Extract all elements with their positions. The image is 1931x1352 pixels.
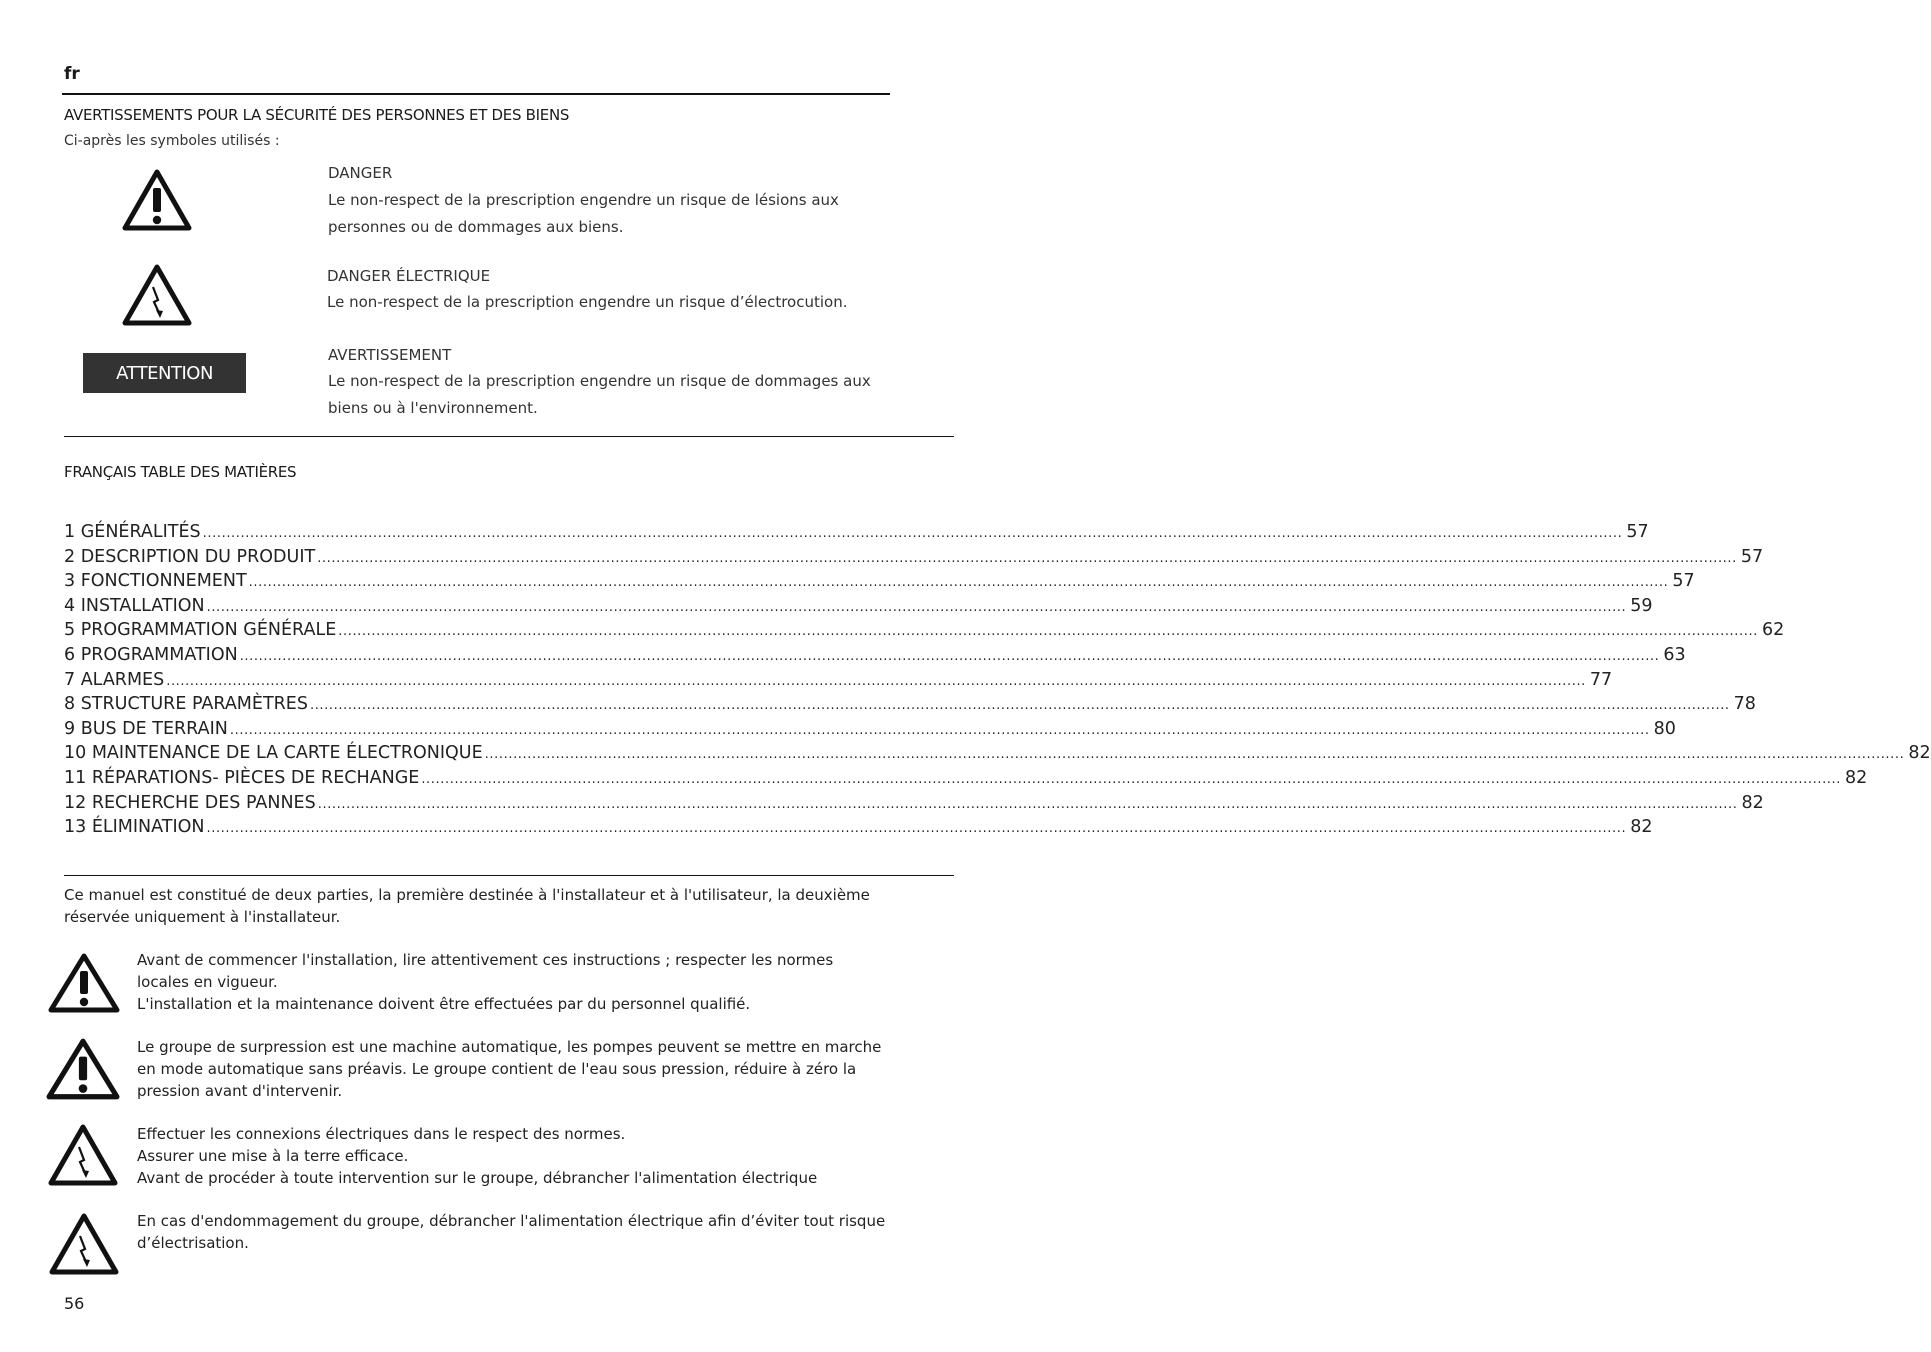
symbol-title-danger: DANGER [328,164,393,182]
toc-title: FRANÇAIS TABLE DES MATIÈRES [64,463,297,481]
toc-entry-label: 8 STRUCTURE PARAMÈTRES [64,694,308,715]
toc-dot-leader: ............................................................................................................................................................................................................................................................................................................ [421,771,1842,787]
toc-entry-page: 62 [1761,620,1785,641]
toc-entry [64,669,1613,695]
toc-dot-leader: ............................................................................................................................................................................................................................................................................................................ [338,624,1758,640]
note-automatic-machine [137,1036,887,1102]
toc-entry [64,546,1764,572]
toc-entry-page: 77 [1589,669,1613,690]
toc-dot-leader: ............................................................................................................................................................................................................................................................................................................ [317,550,1737,566]
symbol-text-electric: Le non-respect de la prescription engendre un risque d’électrocution. [327,293,848,311]
safety-subtitle: Ci-après les symboles utilisés : [64,133,280,149]
toc-entry-label: 3 FONCTIONNEMENT [64,571,247,592]
toc-dot-leader: ............................................................................................................................................................................................................................................................................................................ [484,747,1905,763]
table-of-contents [64,522,1931,842]
toc-entry [64,718,1676,744]
toc-entry [64,522,1649,547]
note-line: En cas d'endommagement du groupe, débrancher l'alimentation électrique afin d’éviter tout risque d’électrisation. [137,1212,886,1252]
toc-entry-page: 80 [1653,718,1676,739]
note-electrical-connections [137,1123,887,1189]
toc-entry-page: 78 [1733,694,1756,715]
page-number: 56 [64,1294,85,1313]
toc-entry-label: 10 MAINTENANCE DE LA CARTE ÉLECTRONIQUE [64,743,483,764]
toc-entry [64,792,1764,818]
toc-entry-label: 11 RÉPARATIONS- PIÈCES DE RECHANGE [64,767,420,788]
section-divider [64,436,954,437]
toc-dot-leader: ............................................................................................................................................................................................................................................................................................................ [309,698,1730,714]
toc-entry-label: 4 INSTALLATION [64,595,205,616]
toc-entry-page: 59 [1630,595,1653,616]
symbol-text-danger: Le non-respect de la prescription engendre un risque de lésions aux personnes ou de dommages aux biens. [328,191,839,236]
symbol-title-warning: AVERTISSEMENT [328,346,452,364]
toc-dot-leader: ............................................................................................................................................................................................................................................................................................................ [166,673,1586,689]
toc-entry [64,743,1931,768]
toc-entry-label: 1 GÉNÉRALITÉS [64,522,201,542]
warning-exclamation-icon [122,168,192,232]
toc-entry-page: 82 [1630,817,1653,838]
toc-dot-leader: ............................................................................................................................................................................................................................................................................................................ [239,648,1660,664]
note-line: Avant de commencer l'installation, lire attentivement ces instructions ; respecter les normes locales en vigueur. [137,951,834,991]
toc-dot-leader: ............................................................................................................................................................................................................................................................................................................ [317,796,1738,812]
toc-entry-label: 7 ALARMES [64,669,165,690]
manual-intro: Ce manuel est constitué de deux parties, la première destinée à l'installateur et à l'utilisateur, la deuxième réservée uniquement à l'installateur. [64,886,870,926]
attention-badge: ATTENTION [83,353,246,393]
header-rule [62,93,890,95]
note-line: L'installation et la maintenance doivent être effectuées par du personnel qualifié. [137,995,751,1013]
toc-entry-page: 63 [1663,644,1686,665]
toc-entry [64,767,1868,793]
toc-entry [64,694,1756,719]
section-divider [64,875,954,876]
toc-entry-page: 57 [1672,571,1695,592]
toc-entry-page: 82 [1845,767,1868,788]
toc-entry-page: 57 [1740,546,1764,567]
electric-danger-icon [48,1212,120,1276]
toc-entry [64,571,1695,596]
toc-dot-leader: ............................................................................................................................................................................................................................................................................................................ [206,599,1627,615]
toc-dot-leader: ............................................................................................................................................................................................................................................................................................................ [229,722,1650,738]
note-line: Effectuer les connexions électriques dans le respect des normes. [137,1125,626,1143]
toc-entry-page: 82 [1908,743,1931,764]
toc-entry-label: 5 PROGRAMMATION GÉNÉRALE [64,620,337,641]
toc-entry-label: 6 PROGRAMMATION [64,644,238,665]
toc-entry [64,644,1686,670]
language-code: fr [64,64,80,84]
toc-entry-label: 13 ÉLIMINATION [64,817,205,838]
warning-exclamation-icon [48,952,120,1014]
toc-entry-page: 57 [1626,522,1649,542]
electric-danger-icon [122,263,192,327]
toc-entry [64,595,1653,621]
toc-dot-leader: ............................................................................................................................................................................................................................................................................................................ [202,526,1623,541]
note-damage [137,1210,887,1254]
note-installation [137,949,887,1015]
note-line: Avant de procéder à toute intervention sur le groupe, débrancher l'alimentation électrique [137,1169,818,1187]
toc-dot-leader: ............................................................................................................................................................................................................................................................................................................ [206,821,1627,837]
symbol-title-electric: DANGER ÉLECTRIQUE [327,267,491,285]
toc-entry [64,817,1653,842]
toc-entry-page: 82 [1741,792,1764,813]
toc-entry [64,620,1785,645]
electric-danger-icon [46,1123,120,1187]
symbol-text-warning: Le non-respect de la prescription engendre un risque de dommages aux biens ou à l'environnement. [328,372,871,417]
note-line: Le groupe de surpression est une machine automatique, les pompes peuvent se mettre en marche en mode automatique sans préavis. Le groupe contient de l'eau sous pression, réduire à zéro la pression avant d'intervenir. [137,1038,882,1100]
safety-title: AVERTISSEMENTS POUR LA SÉCURITÉ DES PERSONNES ET DES BIENS [64,106,570,124]
note-line: Assurer une mise à la terre efficace. [137,1147,409,1165]
toc-entry-label: 2 DESCRIPTION DU PRODUIT [64,546,316,567]
toc-entry-label: 9 BUS DE TERRAIN [64,718,228,739]
toc-dot-leader: ............................................................................................................................................................................................................................................................................................................ [248,575,1669,591]
warning-exclamation-icon [46,1037,120,1101]
toc-entry-label: 12 RECHERCHE DES PANNES [64,792,316,813]
